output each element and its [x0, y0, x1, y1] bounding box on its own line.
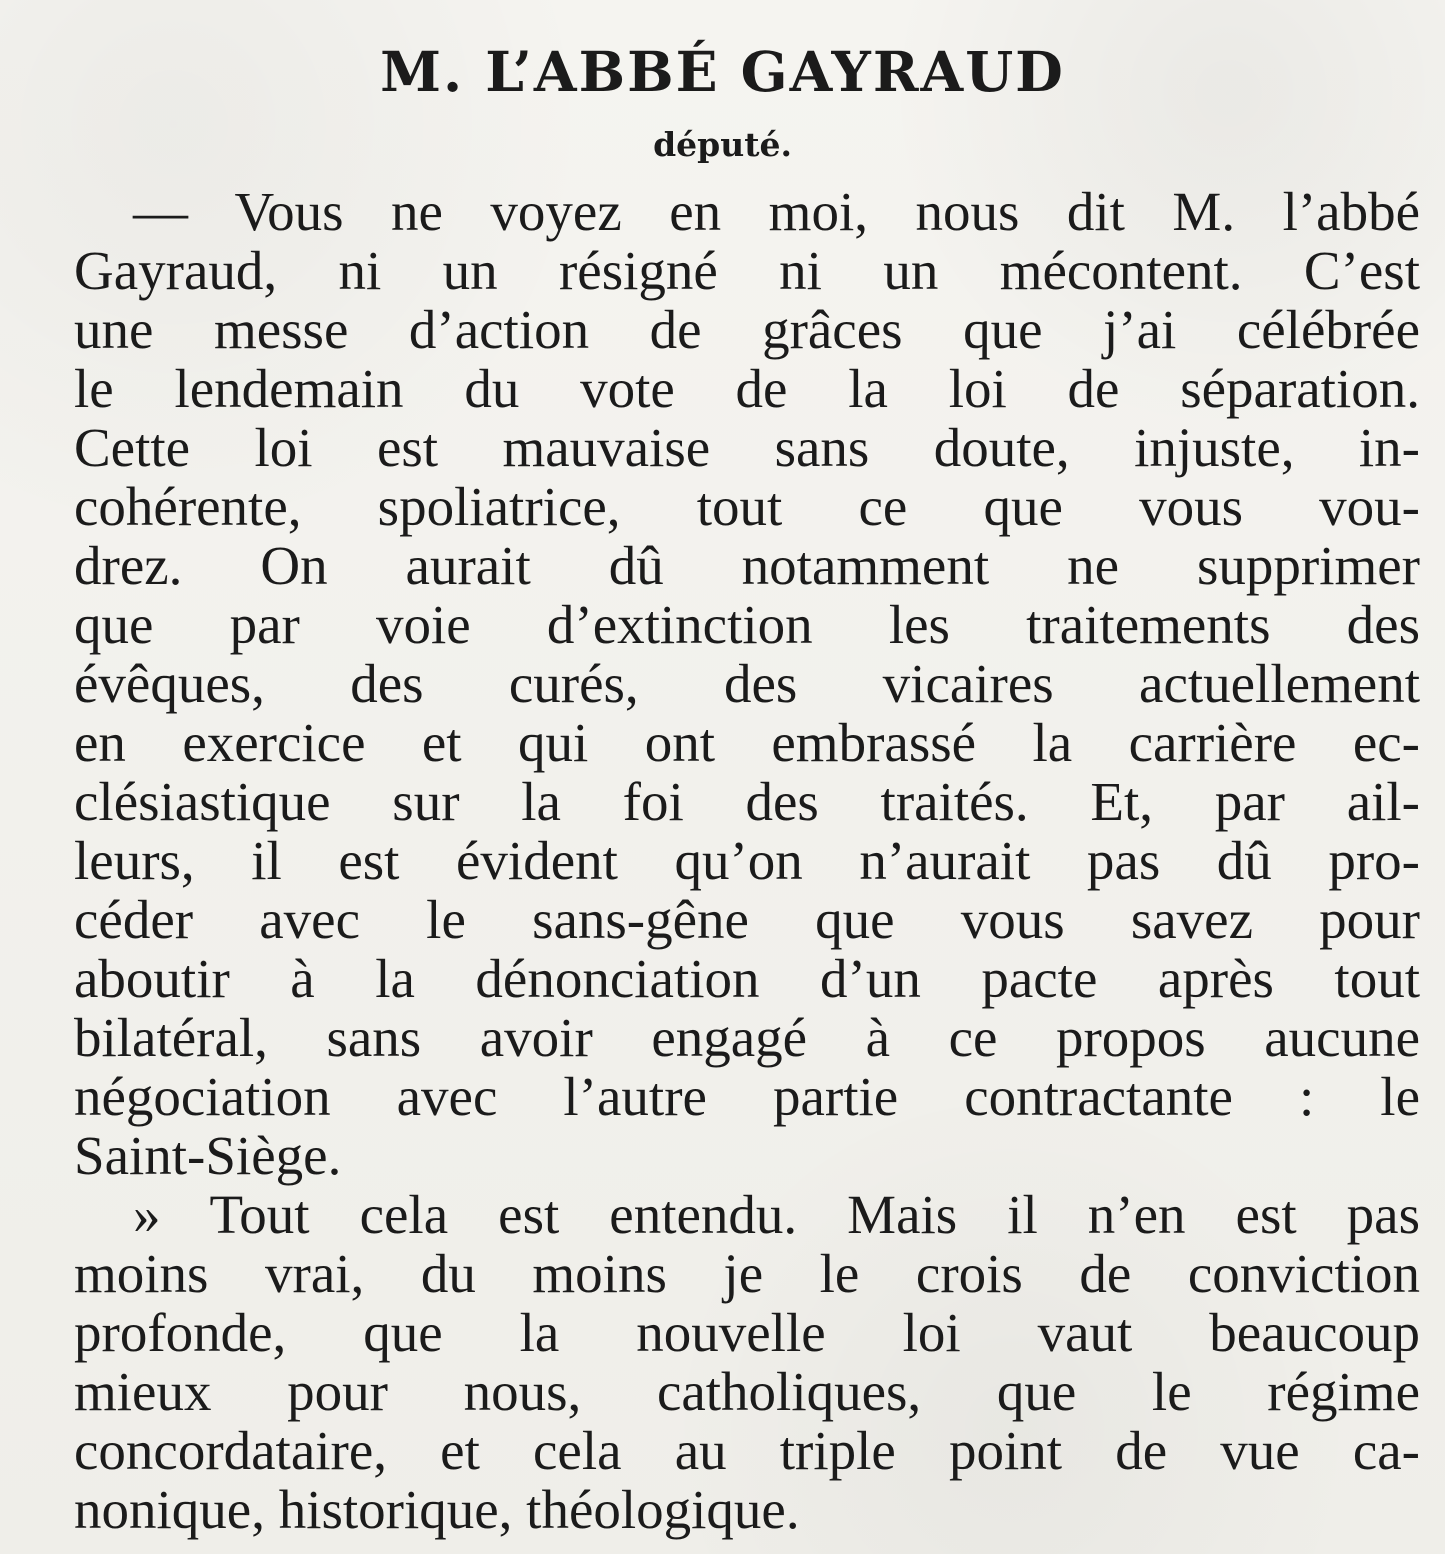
- text-line: cohérente, spoliatrice, tout ce que vous vou-: [74, 476, 1420, 537]
- text-line: moins vrai, du moins je le crois de conviction: [74, 1243, 1420, 1304]
- text-line: — Vous ne voyez en moi, nous dit M. l’abbé: [133, 181, 1420, 242]
- text-line: une messe d’action de grâces que j’ai célébrée: [74, 299, 1420, 360]
- text-line: drez. On aurait dû notamment ne supprimer: [74, 535, 1420, 596]
- text-line: évêques, des curés, des vicaires actuellement: [74, 653, 1420, 714]
- text-line: le lendemain du vote de la loi de séparation.: [74, 358, 1420, 419]
- text-line: concordataire, et cela au triple point de vue ca-: [74, 1420, 1420, 1481]
- text-line: Gayraud, ni un résigné ni un mécontent. C’est: [74, 240, 1420, 301]
- text-line: clésiastique sur la foi des traités. Et, par ail-: [74, 771, 1420, 832]
- text-line: que par voie d’extinction les traitements des: [74, 594, 1420, 655]
- text-line: en exercice et qui ont embrassé la carrière ec-: [74, 712, 1420, 773]
- article-subtitle: député.: [653, 125, 792, 164]
- text-line: négociation avec l’autre partie contractante : le: [74, 1066, 1420, 1127]
- text-line: bilatéral, sans avoir engagé à ce propos aucune: [74, 1007, 1420, 1068]
- text-line: céder avec le sans-gêne que vous savez pour: [74, 889, 1420, 950]
- article-title: M. L’ABBÉ GAYRAUD: [380, 39, 1065, 104]
- text-line: » Tout cela est entendu. Mais il n’en est pas: [133, 1184, 1420, 1245]
- text-line: aboutir à la dénonciation d’un pacte après tout: [74, 948, 1420, 1009]
- text-line: mieux pour nous, catholiques, que le régime: [74, 1361, 1420, 1422]
- text-line: profonde, que la nouvelle loi vaut beaucoup: [74, 1302, 1420, 1363]
- text-line: Cette loi est mauvaise sans doute, injuste, in-: [74, 417, 1420, 478]
- text-line: leurs, il est évident qu’on n’aurait pas dû pro-: [74, 830, 1420, 891]
- text-line: Saint-Siège.: [74, 1125, 342, 1186]
- text-line: nonique, historique, théologique.: [74, 1479, 800, 1540]
